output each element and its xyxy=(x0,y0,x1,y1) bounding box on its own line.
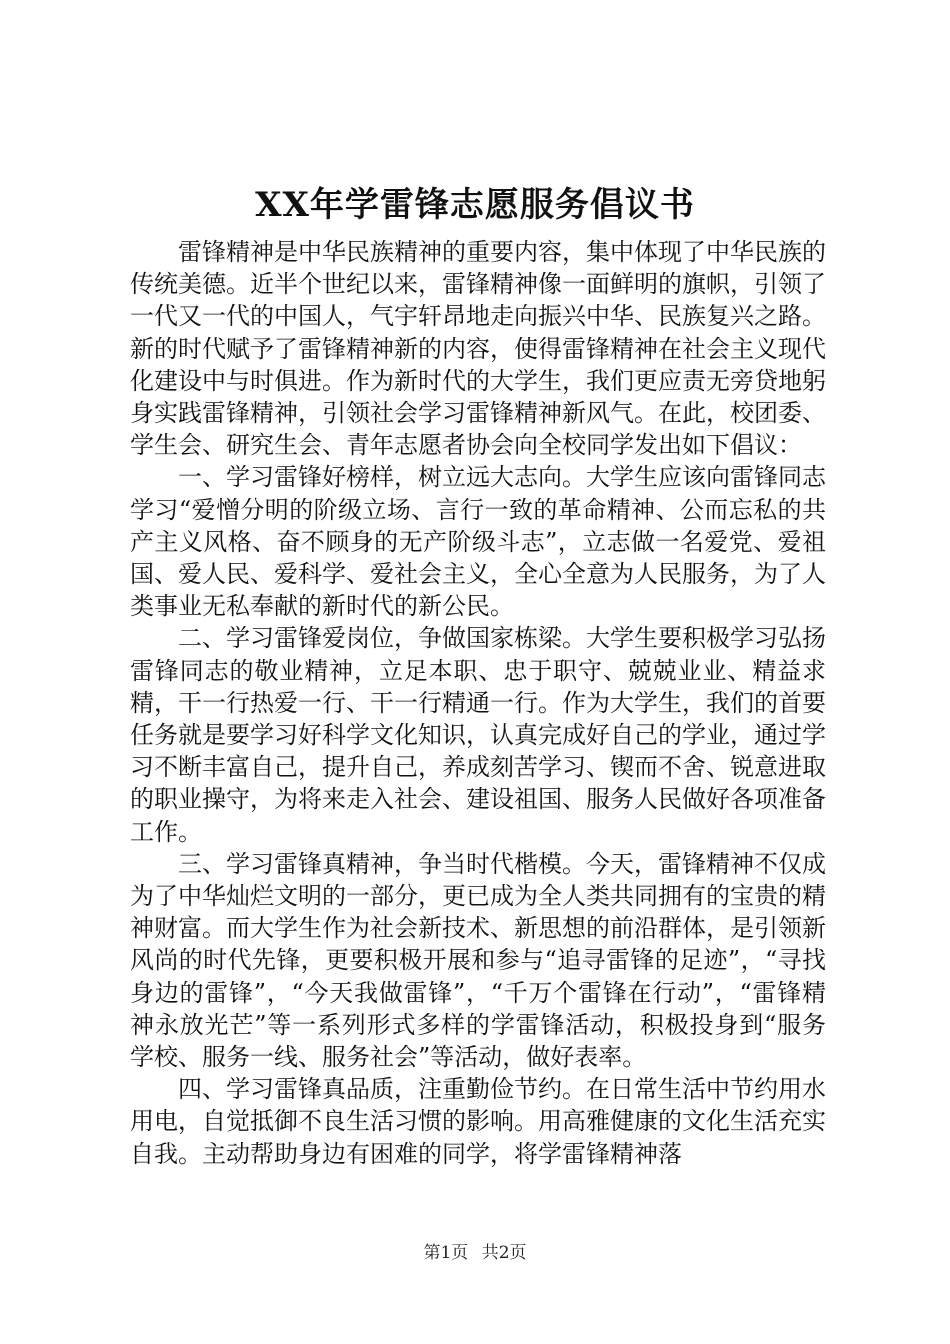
paragraph-proposal-4: 四、学习雷锋真品质，注重勤俭节约。在日常生活中节约用水用电，自觉抵御不良生活习惯的影响。用高雅健康的文化生活充实自我。主动帮助身边有困难的同学，将学雷锋精神落 xyxy=(130,1075,826,1168)
page-footer xyxy=(0,1241,950,1265)
document-title: XX年学雷锋志愿服务倡议书 xyxy=(255,185,695,225)
paragraph-intro: 雷锋精神是中华民族精神的重要内容，集中体现了中华民族的传统美德。近半个世纪以来，雷锋精神像一面鲜明的旗帜，引领了一代又一代的中国人，气宇轩昂地走向振兴中华、民族复兴之路。新的时代赋予了雷锋精神新的内容，使得雷锋精神在社会主义现代化建设中与时俱进。作为新时代的大学生，我们更应责无旁贷地躬身实践雷锋精神，引领社会学习雷锋精神新风气。在此，校团委、学生会、研究生会、青年志愿者协会向全校同学发出如下倡议： xyxy=(130,238,826,460)
paragraph-proposal-2: 二、学习雷锋爱岗位，争做国家栋梁。大学生要积极学习弘扬雷锋同志的敬业精神，立足本职、忠于职守、兢兢业业、精益求精，干一行热爱一行、干一行精通一行。作为大学生，我们的首要任务就是要学习好科学文化知识，认真完成好自己的学业，通过学习不断丰富自己，提升自己，养成刻苦学习、锲而不舍、锐意进取的职业操守，为将来走入社会、建设祖国、服务人民做好各项准备工作。 xyxy=(130,624,826,846)
page-total: 共2页 xyxy=(481,1243,527,1263)
document-body xyxy=(130,236,826,1170)
page-number: 第1页 xyxy=(423,1243,469,1263)
paragraph-proposal-3: 三、学习雷锋真精神，争当时代楷模。今天，雷锋精神不仅成为了中华灿烂文明的一部分，更已成为全人类共同拥有的宝贵的精神财富。而大学生作为社会新技术、新思想的前沿群体，是引领新风尚的时代先锋，更要积极开展和参与“追寻雷锋的足迹”，“寻找身边的雷锋”，“今天我做雷锋”，“千万个雷锋在行动”，“雷锋精神永放光芒”等一系列形式多样的学雷锋活动，积极投身到“服务学校、服务一线、服务社会”等活动，做好表率。 xyxy=(130,849,826,1072)
paragraph-proposal-1: 一、学习雷锋好榜样，树立远大志向。大学生应该向雷锋同志学习“爱憎分明的阶级立场、言行一致的革命精神、公而忘私的共产主义风格、奋不顾身的无产阶级斗志”，立志做一名爱党、爱祖国、爱人民、爱科学、爱社会主义，全心全意为人民服务，为了人类事业无私奉献的新时代的新公民。 xyxy=(130,463,826,621)
